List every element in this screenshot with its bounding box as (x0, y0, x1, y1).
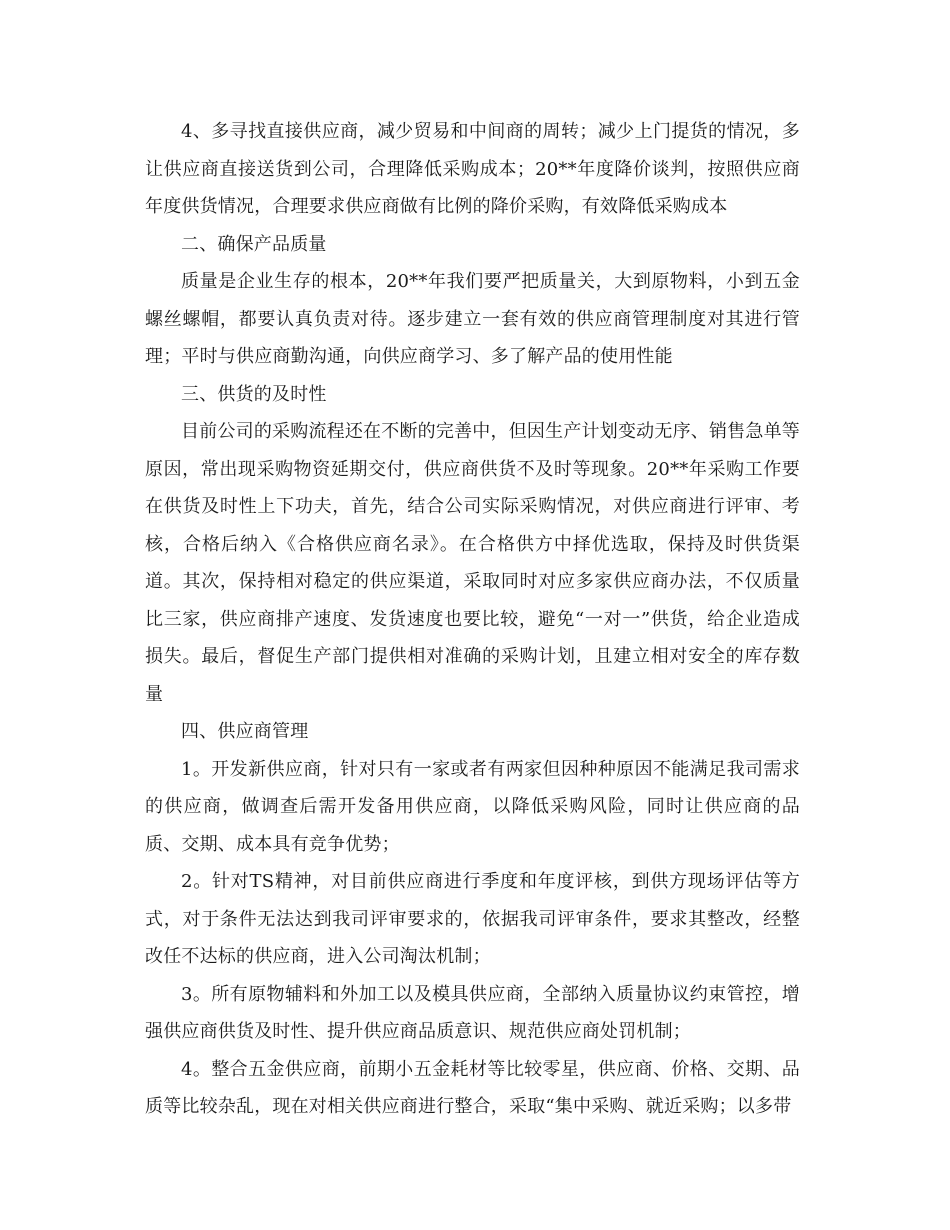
section-heading-supplier-management: 四、供应商管理 (181, 721, 309, 742)
paragraph-timeliness: 目前公司的采购流程还在不断的完善中，但因生产计划变动无序、销售急单等原因，常出现采购物资延期交付，供应商供货不及时等现象。20**年采购工作要在供货及时性上下功夫，首先，结合公司实际采购情况，对供应商进行评审、考核，合格后纳入《合格供应商名录》。在合格供方中择优选取，保持及时供货渠道。其次，保持相对稳定的供应渠道，采取同时对应多家供应商办法，不仅质量比三家，供应商排产速度、发货速度也要比较，避免“一对一”供货，给企业造成损失。最后，督促生产部门提供相对准确的采购计划，且建立相对安全的库存数量 (145, 421, 800, 705)
paragraph-quality: 质量是企业生存的根本，20**年我们要严把质量关，大到原物料，小到五金螺丝螺帽，都要认真负责对待。逐步建立一套有效的供应商管理制度对其进行管理；平时与供应商勤沟通，向供应商学习、多了解产品的使用性能 (145, 271, 800, 367)
section-heading-quality: 二、确保产品质量 (181, 233, 327, 255)
paragraph-cost-reduction: 4、多寻找直接供应商，减少贸易和中间商的周转；减少上门提货的情况，多让供应商直接送货到公司，合理降低采购成本；20**年度降价谈判，按照供应商年度供货情况，合理要求供应商做有比例的降价采购，有效降低采购成本 (145, 121, 800, 217)
paragraph-supplier-item-2: 2。针对TS精神，对目前供应商进行季度和年度评核，到供方现场评估等方式，对于条件无法达到我司评审要求的，依据我司评审条件，要求其整改，经整改任不达标的供应商，进入公司淘汰机制； (145, 871, 800, 967)
paragraph-supplier-item-1: 1。开发新供应商，针对只有一家或者有两家但因种种原因不能满足我司需求的供应商，做调查后需开发备用供应商，以降低采购风险，同时让供应商的品质、交期、成本具有竞争优势； (145, 758, 800, 855)
section-heading-timeliness: 三、供货的及时性 (181, 383, 327, 405)
paragraph-supplier-item-3: 3。所有原物辅料和外加工以及模具供应商，全部纳入质量协议约束管控，增强供应商供货及时性、提升供应商品质意识、规范供应商处罚机制； (145, 983, 800, 1042)
paragraph-supplier-item-4: 4。整合五金供应商，前期小五金耗材等比较零星，供应商、价格、交期、品质等比较杂乱，现在对相关供应商进行整合，采取“集中采购、就近采购；以多带 (145, 1058, 800, 1117)
